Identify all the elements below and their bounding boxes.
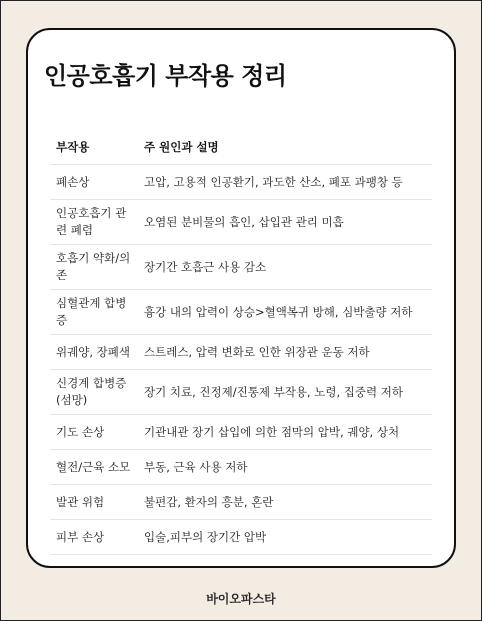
table-row [50,290,432,335]
side-effect-cell: 호흡기 약화/의존 [50,245,138,290]
cause-cell: 흉강 내의 압력이 상승>혈액복귀 방해, 심박출량 저하 [138,290,432,335]
table-row [50,450,432,485]
table-row [50,485,432,520]
page-title: 인공호흡기 부작용 정리 [44,62,287,90]
header-side-effect: 부작용 [50,130,138,165]
side-effect-cell: 인공호흡기 관련 폐렴 [50,200,138,245]
table-row [50,335,432,370]
side-effects-table [50,130,432,555]
table-row [50,200,432,245]
cause-cell: 입술,피부의 장기간 압박 [138,520,432,555]
cause-cell: 부동, 근육 사용 저하 [138,450,432,485]
side-effect-cell: 피부 손상 [50,520,138,555]
side-effect-cell: 발관 위험 [50,485,138,520]
table-row [50,245,432,290]
table-row [50,520,432,555]
cause-cell: 장기 치료, 진정제/진통제 부작용, 노령, 집중력 저하 [138,370,432,415]
table-row [50,415,432,450]
header-cause: 주 원인과 설명 [138,130,432,165]
side-effects-table-container [50,130,432,555]
side-effect-cell: 위궤양, 장폐색 [50,335,138,370]
cause-cell: 기관내관 장기 삽입에 의한 점막의 압박, 궤양, 상처 [138,415,432,450]
table-header-row [50,130,432,165]
cause-cell: 고압, 고용적 인공환기, 과도한 산소, 폐포 과팽창 등 [138,165,432,200]
summary-card [26,28,456,568]
cause-cell: 장기간 호흡근 사용 감소 [138,245,432,290]
table-row [50,370,432,415]
footer-brand: 바이오파스타 [206,592,276,606]
cause-cell: 스트레스, 압력 변화로 인한 위장관 운동 저하 [138,335,432,370]
side-effect-cell: 혈전/근육 소모 [50,450,138,485]
side-effect-cell: 심혈관계 합병증 [50,290,138,335]
side-effect-cell: 신경계 합병증(섬망) [50,370,138,415]
side-effect-cell: 기도 손상 [50,415,138,450]
side-effect-cell: 폐손상 [50,165,138,200]
cause-cell: 불편감, 환자의 흥분, 혼란 [138,485,432,520]
table-row [50,165,432,200]
cause-cell: 오염된 분비물의 흡인, 삽입관 관리 미흡 [138,200,432,245]
